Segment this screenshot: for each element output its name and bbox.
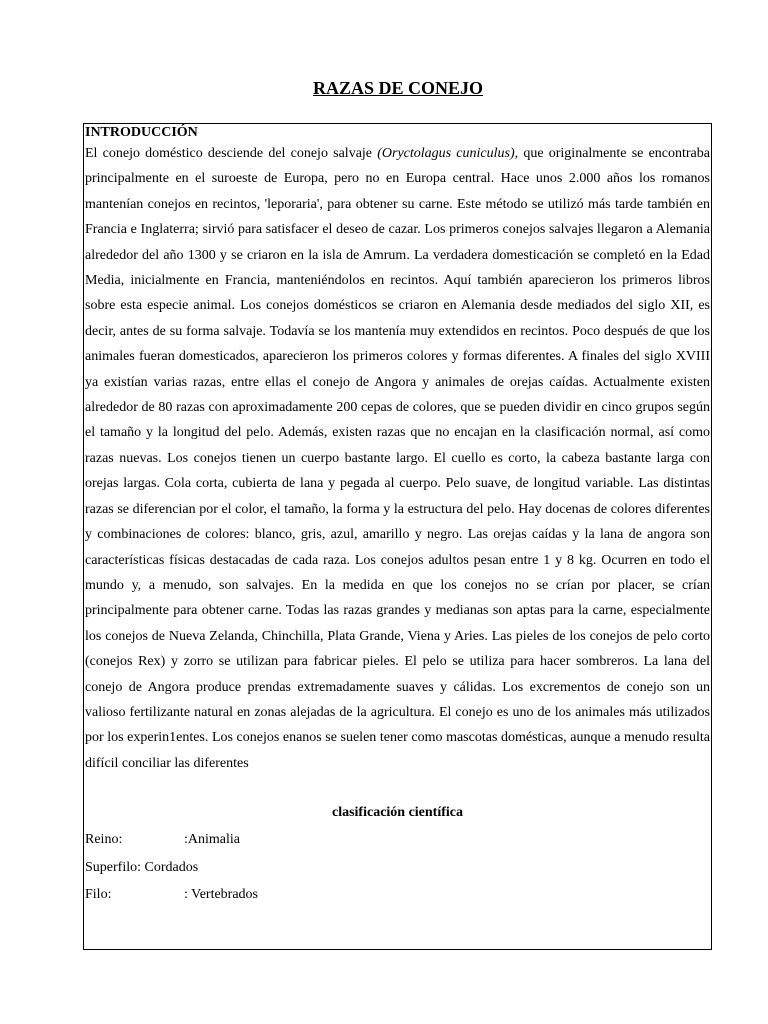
classification-label: Filo: <box>85 887 112 903</box>
classification-label: Superfilo: Cordados <box>85 859 199 875</box>
classification-list <box>85 826 710 909</box>
classification-label: Reino: <box>85 832 123 848</box>
intro-text-rest: que originalmente se encontraba principalmente en el suroeste de Europa, pero no en Europa central. Hace unos 2.000 años los romanos mantenían conejos en recintos, 'leporaria', para obtener su carne. Este método se utilizó más tarde también en Francia e Inglaterra; sirvió para satisfacer el deseo de cazar. Los primeros conejos salvajes llegaron a Alemania alrededor del año 1300 y se criaron en la isla de Amrum. La verdadera domesticación se completó en la Edad Media, inicialmente en Francia, manteniéndolos en recintos. Aquí también aparecieron los primeros libros sobre esta especie animal. Los conejos domésticos se criaron en Alemania desde mediados del siglo XII, es decir, antes de su forma salvaje. Todavía se los mantenía muy extendidos en recintos. Poco después de que los animales fueran domesticados, aparecieron los primeros colores y formas diferentes. A finales del siglo XVIII ya existían varias razas, entre ellas el conejo de Angora y animales de orejas caídas. Actualmente existen alrededor de 80 razas con aproximadamente 200 cepas de colores, que se pueden dividir en cinco grupos según el tamaño y la longitud del pelo. Además, existen razas que no encajan en la clasificación normal, así como razas nuevas. Los conejos tienen un cuerpo bastante largo. El cuello es corto, la cabeza bastante larga con orejas largas. Cola corta, cubierta de lana y pegada al cuerpo. Pelo suave, de longitud variable. Las distintas razas se diferencian por el color, el tamaño, la forma y la estructura del pelo. Hay docenas de colores diferentes y combinaciones de colores: blanco, gris, azul, amarillo y negro. Las orejas caídas y la lana de angora son características físicas destacadas de cada raza. Los conejos adultos pesan entre 1 y 8 kg. Ocurren en todo el mundo y, a menudo, son salvajes. En la medida en que los conejos no se crían por placer, se crían principalmente para obtener carne. Todas las razas grandes y medianas son aptas para la carne, especialmente los conejos de Nueva Zelanda, Chinchilla, Plata Grande, Viena y Aries. Las pieles de los conejos de pelo corto (conejos Rex) y zorro se utilizan para fabricar pieles. El pelo se utiliza para hacer sombreros. La lana del conejo de Angora produce prendas extremadamente suaves y cálidas. Los excrementos de conejo son un valioso fertilizante natural en zonas alejadas de la agricultura. El conejo es uno de los animales más utilizados por los experin1entes. Los conejos enanos se suelen tener como mascotas domésticas, aunque a menudo resulta difícil conciliar las diferentes <box>85 146 710 771</box>
classification-row-filo <box>85 881 710 909</box>
species-name: (Oryctolagus cuniculus), <box>377 146 519 161</box>
intro-text-start: El conejo doméstico desciende del conejo salvaje <box>85 146 378 161</box>
classification-value: : Vertebrados <box>184 887 258 903</box>
classification-row-superfilo <box>85 854 710 882</box>
content-box <box>83 123 712 950</box>
classification-value: :Animalia <box>184 832 240 848</box>
classification-row-reino <box>85 826 710 854</box>
document-title: RAZAS DE CONEJO <box>312 78 484 98</box>
introduction-heading: INTRODUCCIÓN <box>85 125 198 140</box>
introduction-paragraph <box>85 141 710 776</box>
classification-value <box>184 854 710 882</box>
classification-title: clasificación científica <box>331 805 464 821</box>
